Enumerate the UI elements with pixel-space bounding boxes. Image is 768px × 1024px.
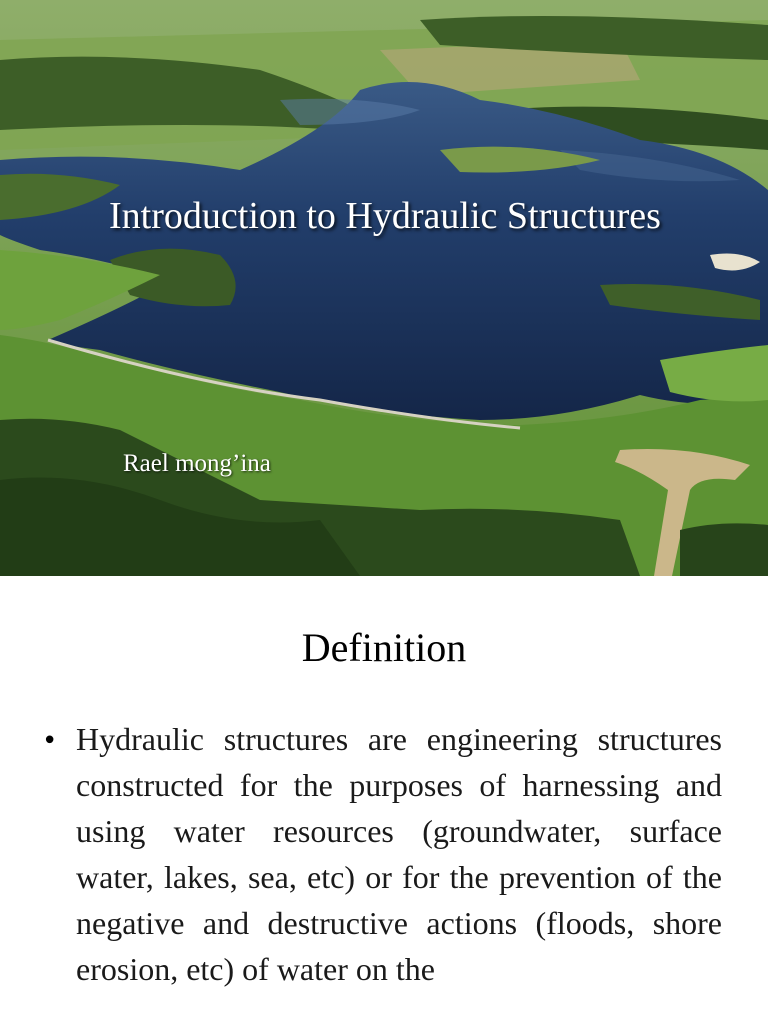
definition-slide	[0, 576, 768, 1024]
slide-heading: Definition	[301, 625, 467, 670]
author-name: Rael mong’ina	[123, 450, 271, 477]
definition-text: Hydraulic structures are engineering structures constructed for the purposes of harnessing and using water resources (groundwater, surface water, lakes, sea, etc) or for the prevention of the negative and destructive actions (floods, shore erosion, etc) of water on the	[76, 721, 722, 987]
slide-title: Introduction to Hydraulic Structures	[109, 195, 661, 237]
bullet-point-icon: •	[42, 726, 58, 756]
